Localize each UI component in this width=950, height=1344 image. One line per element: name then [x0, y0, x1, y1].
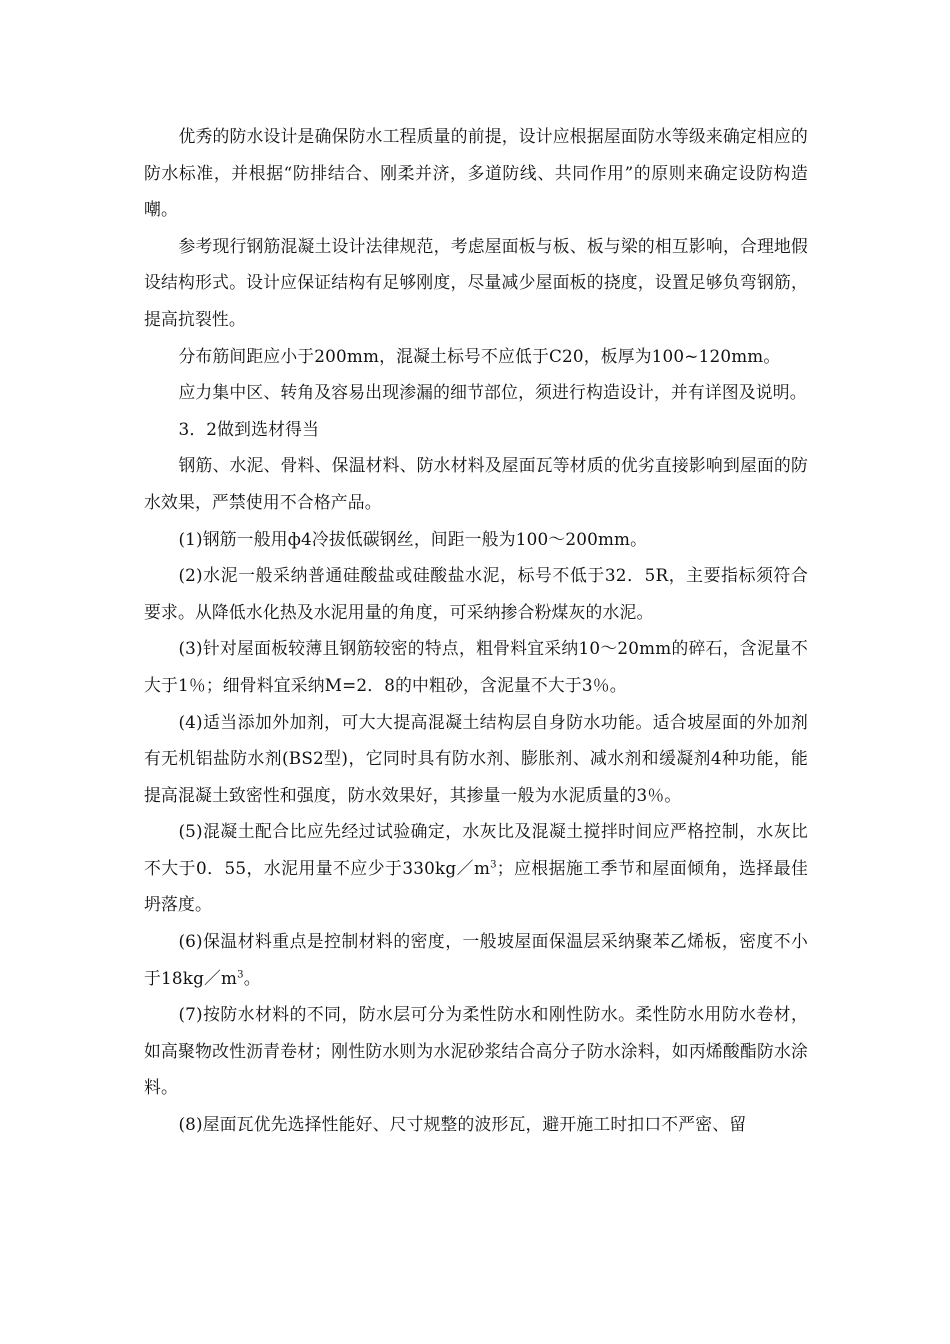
paragraph-rebar-spacing: 分布筋间距应小于200mm，混凝土标号不应低于C20，板厚为100~120mm。 [178, 345, 781, 366]
paragraph-design-premise: 优秀的防水设计是确保防水工程质量的前提，设计应根据屋面防水等级来确定相应的防水标准，并根据“防排结合、刚柔并济，多道防线、共同作用”的原则来确定设防构造嘲。 [144, 126, 808, 220]
paragraph-material-quality: 钢筋、水泥、骨料、保温材料、防水材料及屋面瓦等材质的优劣直接影响到屋面的防水效果，严禁使用不合格产品。 [144, 455, 808, 512]
list-item-5-mix-ratio [144, 813, 808, 923]
superscript-cubed: 3 [237, 969, 244, 981]
list-item-6-insulation [144, 923, 808, 996]
list-item-1-rebar: (1)钢筋一般用ф4冷拔低碳钢丝，间距一般为100～200mm。 [178, 528, 648, 549]
list-item-2-cement: (2)水泥一般采纳普通硅酸盐或硅酸盐水泥，标号不低于32．5R，主要指标须符合要求。从降低水化热及水泥用量的角度，可采纳掺合粉煤灰的水泥。 [144, 565, 808, 622]
paragraph-structure-form: 参考现行钢筋混凝土设计法律规范，考虑屋面板与板、板与梁的相互影响，合理地假设结构形式。设计应保证结构有足够刚度，尽量减少屋面板的挠度，设置足够负弯钢筋，提高抗裂性。 [144, 235, 808, 329]
insulation-text-a: (6)保温材料重点是控制材料的密度，一般坡屋面保温层采纳聚苯乙烯板，密度不小于18kg／m [144, 931, 808, 988]
paragraph-stress-detail: 应力集中区、转角及容易出现渗漏的细节部位，须进行构造设计，并有详图及说明。 [178, 382, 807, 403]
list-item-3-aggregate: (3)针对屋面板较薄且钢筋较密的特点，粗骨料宜采纳10～20mm的碎石，含泥量不大于1％；细骨料宜采纳M=2．8的中粗砂，含泥量不大于3％。 [144, 638, 808, 695]
section-heading-3-2: 3．2做到选材得当 [178, 418, 320, 439]
mix-ratio-text-b: ；应根据施工季节和屋面倾角，选择最佳坍落度。 [144, 857, 808, 915]
superscript-cubed: 3 [490, 859, 497, 871]
list-item-8-roof-tile: (8)屋面瓦优先选择性能好、尺寸规整的波形瓦，避开施工时扣口不严密、留 [178, 1114, 747, 1135]
document-body [144, 118, 808, 1143]
insulation-text-b: 。 [243, 967, 261, 988]
list-item-7-waterproof-layer: (7)按防水材料的不同，防水层可分为柔性防水和刚性防水。柔性防水用防水卷材，如高聚物改性沥青卷材；刚性防水则为水泥砂浆结合高分子防水涂料，如丙烯酸酯防水涂料。 [144, 1004, 808, 1098]
list-item-4-admixture: (4)适当添加外加剂，可大大提高混凝土结构层自身防水功能。适合坡屋面的外加剂有无机铝盐防水剂(BS2型)，它同时具有防水剂、膨胀剂、减水剂和缓凝剂4种功能，能提高混凝土致密性和强度，防水效果好，其掺量一般为水泥质量的3％。 [144, 711, 808, 805]
mix-ratio-text-a: (5)混凝土配合比应先经过试验确定，水灰比及混凝土搅拌时间应严格控制，水灰比不大于0．55，水泥用量不应少于330kg／m [144, 821, 808, 878]
